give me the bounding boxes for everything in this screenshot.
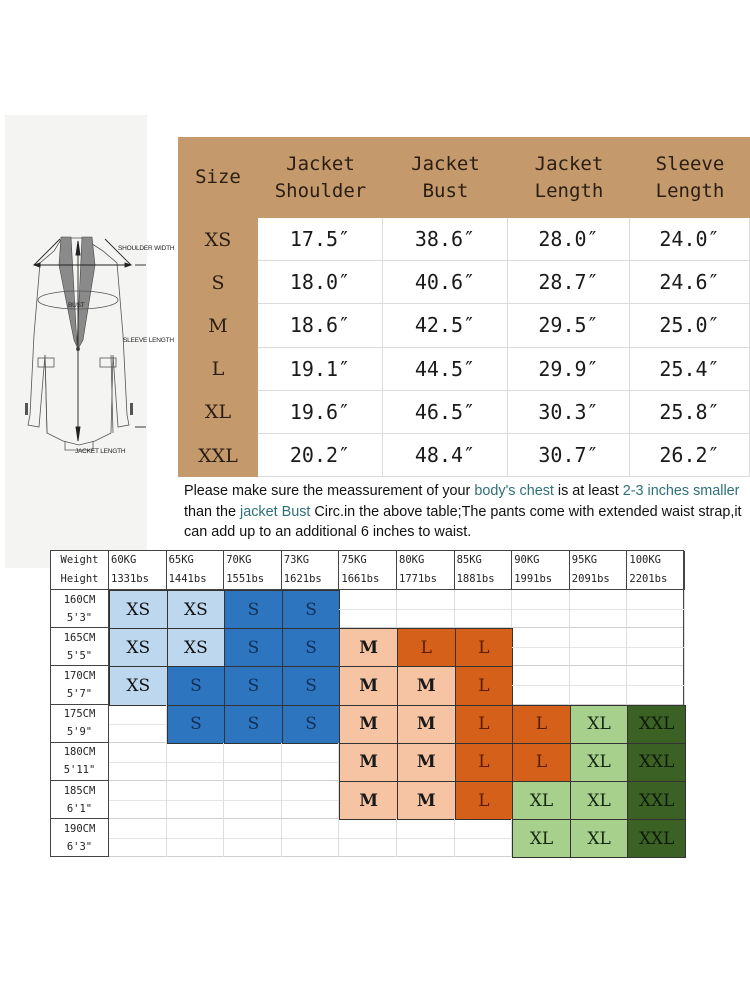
cell-length: 29.5″ <box>508 304 630 347</box>
height-row-label <box>51 781 109 819</box>
cell-shoulder: 17.5″ <box>258 218 383 261</box>
size-cell-m: M <box>339 781 398 820</box>
size-cell-xxl: XXL <box>627 781 686 820</box>
empty-cell <box>397 590 455 628</box>
grid-corner-label <box>51 551 109 590</box>
note-text: Circ.in the above table;The pants come with extended waist strap,it can add up to an additional 6 inches to waist. <box>184 503 742 540</box>
size-cell-l: L <box>455 705 514 744</box>
note-highlight: 2-3 inches smaller <box>622 483 740 499</box>
weight-kg: 60KG <box>111 554 137 566</box>
empty-cell <box>224 781 282 819</box>
empty-cell <box>282 819 340 857</box>
weight-height-size-grid <box>50 550 684 857</box>
empty-cell <box>109 819 167 857</box>
empty-cell <box>570 628 628 666</box>
size-cell-s: S <box>282 705 341 744</box>
weight-kg: 90KG <box>514 554 540 566</box>
size-cell-l: L <box>397 628 456 667</box>
size-cell-m: M <box>397 666 456 705</box>
size-cell-s: S <box>282 590 341 629</box>
height-ft: 6'1" <box>66 802 93 815</box>
weight-header <box>397 551 455 590</box>
height-cm: 185CM <box>63 784 96 797</box>
size-cell-l: L <box>512 705 571 744</box>
row-size-label: M <box>208 314 228 337</box>
weight-header <box>570 551 628 590</box>
cell-sleeve: 25.4″ <box>630 348 750 391</box>
height-cm: 170CM <box>63 669 96 682</box>
empty-cell <box>167 819 225 857</box>
size-cell-xl: XL <box>570 705 629 744</box>
header-jacket-length: Jacket Length <box>534 152 604 202</box>
weight-header <box>455 551 513 590</box>
size-cell-s: S <box>224 628 283 667</box>
cell-shoulder: 18.0″ <box>258 261 383 304</box>
weight-kg: 85KG <box>456 554 482 566</box>
size-cell-m: M <box>339 666 398 705</box>
empty-cell <box>397 819 455 857</box>
cell-length: 29.9″ <box>508 348 630 391</box>
weight-header <box>167 551 225 590</box>
size-cell-m: M <box>339 743 398 782</box>
height-cm: 175CM <box>63 708 96 721</box>
size-chart-table <box>178 137 750 477</box>
size-cell-l: L <box>512 743 571 782</box>
size-cell-xs: XS <box>167 590 226 629</box>
cell-bust: 40.6″ <box>383 261 508 304</box>
cell-length: 30.3″ <box>508 391 630 434</box>
note-highlight: jacket Bust <box>240 503 311 520</box>
jacket-measurement-diagram <box>5 115 175 568</box>
empty-cell <box>282 781 340 819</box>
size-cell-xs: XS <box>109 590 168 629</box>
height-ft: 5'7" <box>66 687 93 700</box>
empty-cell <box>109 743 167 781</box>
size-cell-m: M <box>339 628 398 667</box>
size-cell-m: M <box>397 705 456 744</box>
empty-cell <box>282 743 340 781</box>
height-cm: 180CM <box>63 746 96 759</box>
corner-height: Height <box>60 573 99 585</box>
empty-cell <box>167 781 225 819</box>
size-cell-xl: XL <box>512 819 571 858</box>
cell-bust: 48.4″ <box>383 434 508 477</box>
empty-cell <box>512 590 570 628</box>
header-size: Size <box>195 166 241 188</box>
cell-bust: 46.5″ <box>383 391 508 434</box>
empty-cell <box>167 743 225 781</box>
height-row-label <box>51 590 109 628</box>
weight-header <box>512 551 570 590</box>
shoulder-width-label: SHOULDER WIDTH <box>118 245 175 252</box>
empty-cell <box>570 590 628 628</box>
height-cm: 160CM <box>63 593 96 606</box>
size-cell-s: S <box>224 666 283 705</box>
weight-header <box>224 551 282 590</box>
note-text: Please make sure the meassurement of your <box>184 483 475 499</box>
size-cell-xxl: XXL <box>627 705 686 744</box>
empty-cell <box>627 590 685 628</box>
row-size-label: L <box>211 358 225 381</box>
weight-lbs: 1551bs <box>226 573 265 585</box>
weight-lbs: 1771bs <box>399 573 437 585</box>
weight-lbs: 2091bs <box>571 573 610 585</box>
measurement-note <box>184 481 744 543</box>
sleeve-length-label: SLEEVE LENGTH <box>123 337 174 344</box>
note-text: than the <box>184 503 241 520</box>
weight-kg: 75KG <box>341 554 367 566</box>
size-cell-xl: XL <box>512 781 571 820</box>
empty-cell <box>339 590 397 628</box>
row-size-label: XL <box>204 401 232 424</box>
empty-cell <box>627 666 685 704</box>
weight-lbs: 2201bs <box>629 573 668 585</box>
size-cell-m: M <box>397 781 456 820</box>
size-cell-xs: XS <box>109 666 168 705</box>
empty-cell <box>512 628 570 666</box>
cell-length: 28.7″ <box>508 261 630 304</box>
height-cm: 165CM <box>63 631 96 644</box>
size-cell-m: M <box>339 705 398 744</box>
weight-header <box>339 551 397 590</box>
cell-shoulder: 19.6″ <box>258 391 383 434</box>
weight-lbs: 1881bs <box>456 573 495 585</box>
cell-shoulder: 18.6″ <box>258 304 383 347</box>
height-row-label <box>51 628 109 666</box>
header-jacket-bust: Jacket Bust <box>411 152 480 202</box>
cell-shoulder: 19.1″ <box>258 348 383 391</box>
empty-cell <box>455 590 513 628</box>
weight-header <box>109 551 167 590</box>
empty-cell <box>512 666 570 704</box>
empty-cell <box>224 819 282 857</box>
size-cell-xl: XL <box>570 781 629 820</box>
size-cell-s: S <box>282 628 341 667</box>
size-cell-s: S <box>282 666 341 705</box>
weight-lbs: 1621bs <box>283 573 322 585</box>
height-ft: 5'5" <box>66 649 93 662</box>
empty-cell <box>570 666 628 704</box>
size-cell-s: S <box>224 590 283 629</box>
cell-bust: 44.5″ <box>383 348 508 391</box>
cell-sleeve: 25.0″ <box>630 304 750 347</box>
row-size-label: XS <box>204 228 232 251</box>
height-row-label <box>51 819 109 857</box>
size-cell-xs: XS <box>167 628 226 667</box>
weight-lbs: 1661bs <box>341 573 380 585</box>
empty-cell <box>627 628 685 666</box>
weight-kg: 65KG <box>168 554 194 566</box>
jacket-length-label: JACKET LENGTH <box>75 448 126 455</box>
cell-sleeve: 24.6″ <box>630 261 750 304</box>
size-cell-m: M <box>397 743 456 782</box>
height-row-label <box>51 705 109 743</box>
height-ft: 5'3" <box>66 611 93 624</box>
weight-lbs: 1991bs <box>514 573 553 585</box>
cell-sleeve: 26.2″ <box>630 434 750 477</box>
weight-lbs: 1331bs <box>111 573 149 585</box>
size-cell-l: L <box>455 781 514 820</box>
height-ft: 5'9" <box>66 726 93 739</box>
weight-header <box>282 551 340 590</box>
empty-cell <box>224 743 282 781</box>
weight-kg: 70KG <box>226 554 252 566</box>
height-row-label <box>51 666 109 704</box>
header-sleeve-length: Sleeve Length <box>655 152 725 202</box>
weight-kg: 95KG <box>571 554 598 566</box>
empty-cell <box>109 781 167 819</box>
size-cell-xl: XL <box>570 819 629 858</box>
size-cell-l: L <box>455 628 514 667</box>
cell-length: 28.0″ <box>508 218 630 261</box>
cell-sleeve: 25.8″ <box>630 391 750 434</box>
size-cell-s: S <box>224 705 283 744</box>
size-cell-xl: XL <box>570 743 629 782</box>
corner-weight: Weight <box>60 554 99 566</box>
empty-cell <box>455 819 513 857</box>
empty-cell <box>109 705 167 743</box>
cell-shoulder: 20.2″ <box>258 434 383 477</box>
cell-sleeve: 24.0″ <box>630 218 750 261</box>
cell-length: 30.7″ <box>508 434 630 477</box>
weight-lbs: 1441bs <box>168 573 207 585</box>
weight-kg: 100KG <box>629 554 661 566</box>
height-ft: 6'3" <box>66 840 93 853</box>
empty-cell <box>339 819 397 857</box>
size-cell-xs: XS <box>109 628 168 667</box>
weight-kg: 73KG <box>283 554 310 566</box>
weight-header <box>627 551 685 590</box>
height-cm: 190CM <box>63 822 96 835</box>
cell-bust: 38.6″ <box>383 218 508 261</box>
size-cell-s: S <box>167 705 226 744</box>
header-jacket-shoulder: Jacket Shoulder <box>274 152 367 202</box>
size-cell-xxl: XXL <box>627 743 686 782</box>
note-highlight: body's chest <box>474 483 554 499</box>
bust-label: BUST <box>68 302 85 309</box>
row-size-label: XXL <box>198 444 238 467</box>
note-text: is at least <box>553 483 623 499</box>
height-ft: 5'11" <box>63 764 96 777</box>
weight-kg: 80KG <box>399 554 425 566</box>
height-row-label <box>51 743 109 781</box>
size-cell-l: L <box>455 666 514 705</box>
size-cell-xxl: XXL <box>627 819 686 858</box>
cell-bust: 42.5″ <box>383 304 508 347</box>
row-size-label: S <box>211 271 225 294</box>
size-cell-l: L <box>455 743 514 782</box>
size-cell-s: S <box>167 666 226 705</box>
